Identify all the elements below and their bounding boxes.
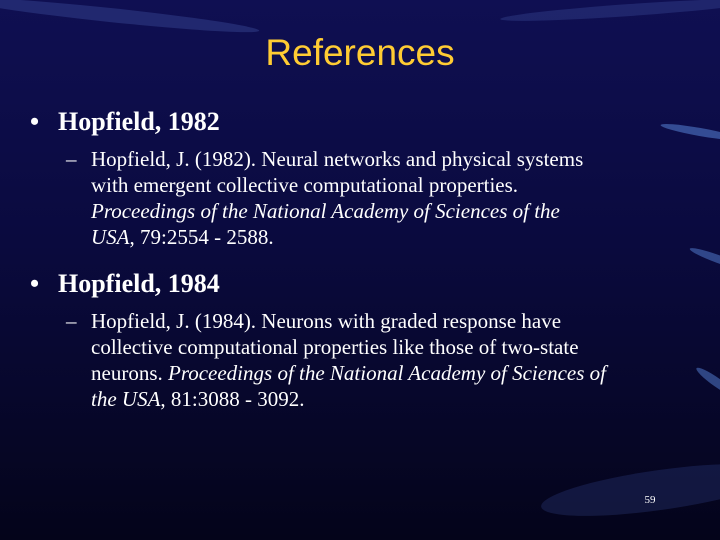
citation-line [91, 146, 706, 172]
citation-text: Hopfield, J. (1984). Neurons with graded response have [91, 309, 562, 333]
bullet-marker: • [30, 269, 40, 298]
citation-text: , 81:3088 - 3092. [160, 387, 305, 411]
citation-italic: Proceedings of the National Academy of Sciences of [168, 361, 606, 385]
decorative-streak [538, 453, 720, 526]
citation-text: neurons. [91, 361, 168, 385]
heading-text: Hopfield, 1982 [58, 107, 220, 136]
dash-marker: – [66, 309, 77, 333]
slide-title: References [265, 32, 455, 73]
citation-text: , 79:2554 - 2588. [129, 225, 274, 249]
citation-italic: Proceedings of the National Academy of Sciences of the [91, 199, 560, 223]
citation-line [91, 308, 706, 334]
bullet-marker: • [30, 107, 40, 136]
citation-italic: the USA [91, 387, 161, 411]
dash-marker: – [66, 147, 77, 171]
citation-text: Hopfield, J. (1982). Neural networks and physical systems [91, 147, 584, 171]
bullet-heading [30, 106, 220, 138]
citation-text: collective computational properties like those of two-state [91, 335, 579, 359]
reference-citation [66, 308, 706, 412]
decorative-streak [660, 121, 720, 143]
citation-text: with emergent collective computational properties. [91, 173, 519, 197]
page-number: 59 [644, 494, 656, 506]
citation-line [91, 172, 706, 198]
decorative-streak [500, 0, 720, 25]
citation-line [91, 334, 706, 360]
citation-line [91, 360, 706, 386]
citation-line [91, 386, 706, 412]
citation-line [91, 224, 706, 250]
citation-line [91, 198, 706, 224]
citation-italic: USA [91, 225, 130, 249]
reference-citation [66, 146, 706, 250]
bullet-heading [30, 268, 220, 300]
heading-text: Hopfield, 1984 [58, 269, 220, 298]
